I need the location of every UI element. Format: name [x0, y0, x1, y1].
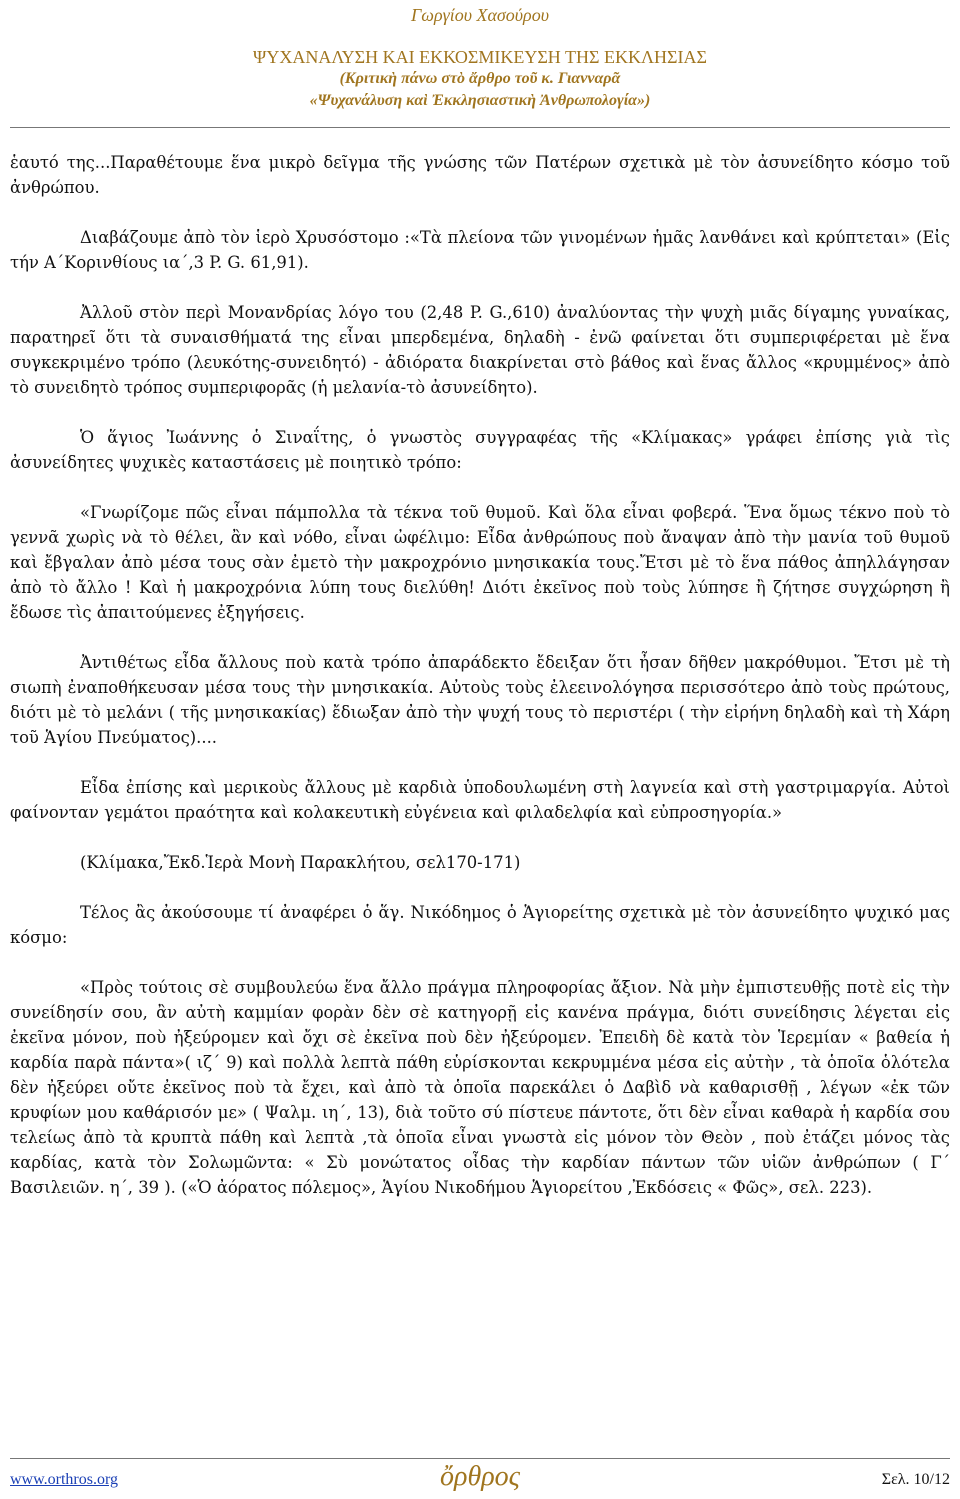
paragraph-quote-gluttony: Εἶδα ἐπίσης καὶ μερικοὺς ἄλλους μὲ καρδιὰ ὑποδουλωμένη στὴ λαγνεία καὶ στὴ γαστριμαργία. Αὐτοὶ φαίνονταν γεμάτοι πραότητα καὶ κολακευτικὴ εὐγένεια καὶ φιλαδελφία καὶ εὐπροσηγορία.» — [10, 778, 950, 822]
footer-website-link[interactable]: www.orthros.org — [10, 1471, 118, 1488]
header-subtitle-2: «Ψυχανάλυση καὶ Ἐκκλησιαστικὴ Ἀνθρωπολογία») — [309, 92, 651, 109]
header-title: ΨΥΧΑΝΑΛΥΣΗ ΚΑΙ ΕΚΚΟΣΜΙΚΕΥΣΗ ΤΗΣ ΕΚΚΛΗΣΙΑΣ — [253, 47, 707, 67]
header-author: Γωργίου Χασούρου — [411, 5, 549, 25]
paragraph-monandria: Ἀλλοῦ στὸν περὶ Μονανδρίας λόγο του (2,48 P. G.,610) ἀναλύοντας τὴν ψυχὴ μιᾶς δίγαμης γυναίκας, παρατηρεῖ ὅτι τὰ συναισθήματά της εἶναι μπερδεμένα, δηλαδὴ - ἐνῶ φαίνεται ὅτι συμπεριφέρεται μὲ ἕνα συγκεκριμένο τρόπο (λευκότης-συνειδητό) - ἀδιόρατα διακρίνεται στὸ βάθος καὶ ἕνας ἄλλος «κρυμμένος» ἀπὸ τὸ συνειδητὸ τρόπος συμπεριφορᾶς (ἡ μελανία-τὸ ἀσυνείδητο). — [10, 303, 950, 397]
paragraph-continuation: ἑαυτό της...Παραθέτουμε ἕνα μικρὸ δεῖγμα τῆς γνώσης τῶν Πατέρων σχετικὰ μὲ τὸν ἀσυνείδητο κόσμο τοῦ ἀνθρώπου. — [10, 153, 950, 197]
paragraph-quote-anger: «Γνωρίζομε πῶς εἶναι πάμπολλα τὰ τέκνα τοῦ θυμοῦ. Καὶ ὅλα εἶναι φοβερά. Ἕνα ὅμως τέκνο ποὺ τὸ γεννᾶ χωρὶς νὰ τὸ θέλει, ἂν καὶ νόθο, εἶναι ὠφέλιμο: Εἶδα ἀνθρώπους ποὺ ἄναψαν ἀπὸ τὴν μανία τοῦ θυμοῦ καὶ ἔβγαλαν ἀπὸ μέσα τους σὰν ἐμετὸ τὴν μακροχρόνιο μνησικακία τους.Ἔτσι μὲ τὸ ἕνα πάθος ἀπηλλάγησαν ἀπὸ τὸ ἄλλο ! Καὶ ἡ μακροχρόνια λύπη τους διελύθη! Διότι ἐκεῖνος ποὺ τοὺς λύπησε ἢ ζήτησε συγχώρηση ἢ ἔδωσε τὶς ἀπαιτούμενες ἐξηγήσεις. — [10, 503, 950, 622]
document-body — [10, 150, 950, 1200]
paragraph-nikodemos-intro: Τέλος ἂς ἀκούσουμε τί ἀναφέρει ὁ ἅγ. Νικόδημος ὁ Ἁγιορείτης σχετικὰ μὲ τὸν ἀσυνείδητο ψυχικό μας κόσμο: — [10, 903, 950, 947]
page-number: Σελ. 10/12 — [881, 1471, 950, 1488]
header-divider — [10, 127, 950, 128]
paragraph-quote-silence: Ἀντιθέτως εἶδα ἄλλους ποὺ κατὰ τρόπο ἀπαράδεκτο ἔδειξαν ὅτι ἦσαν δῆθεν μακρόθυμοι. Ἔτσι μὲ τὴ σιωπὴ ἐναποθήκευσαν μέσα τους τὴν μνησικακία. Αὐτοὺς τοὺς ἐλεεινολόγησα περισσότερο ἀπὸ τοὺς πρώτους, διότι μὲ τὸ μελάνι ( τῆς μνησικακίας) ἔδιωξαν ἀπὸ τὴν ψυχή τους τὸ περιστέρι ( τὴν εἰρήνη δηλαδὴ καὶ τὴ Χάρη τοῦ Ἁγίου Πνεύματος).... — [10, 653, 950, 747]
footer-divider — [10, 1458, 950, 1459]
paragraph-nikodemos-quote: «Πρὸς τούτοις σὲ συμβουλεύω ἕνα ἄλλο πράγμα πληροφορίας ἄξιον. Νὰ μὴν ἐμπιστευθῇς ποτὲ εἰς τὴν συνείδησίν σου, ἂν αὐτὴ καμμίαν φορὰν δὲν σὲ κατηγορῇ εἰς κανένα πράγμα, διότι συνείδησις λέγεται εἰς ἐκεῖνα μόνον, ποὺ ἠξεύρομεν καὶ ὄχι σὲ ἐκεῖνα ποὺ δὲν ἠξεύρομεν. Ἐπειδὴ δὲ κατὰ τὸν Ἱερεμίαν « βαθεία ἡ καρδία παρὰ πάντα»( ιζ΄ 9) καὶ πολλὰ λεπτὰ πάθη εὑρίσκονται κεκρυμμένα μέσα εἰς αὐτὴν , τὰ ὁποῖα ὁλότελα δὲν ἠξεύρει οὔτε ἐκεῖνος ποὺ τὰ ἔχει, καὶ ἀπὸ τὰ ὁποῖα παρεκάλει ὁ Δαβὶδ νὰ καθαρισθῇ , λέγων «ἐκ τῶν κρυφίων μου καθάρισόν με» ( Ψαλμ. ιη΄, 13), διὰ τοῦτο σύ πίστευε πάντοτε, ὅτι δὲν εἶναι καθαρὰ ἡ καρδία σου τελείως ἀπὸ τὰ κρυπτὰ πάθη καὶ λεπτὰ ,τὰ ὁποῖα εἶναι γνωστὰ εἰς μόνον τὸν Θεὸν , ποὺ ἐτάζει μόνος τὰς καρδίας, κατὰ τὸν Σολωμῶντα: « Σὺ μονώτατος οἶδας τὴν καρδίαν πάντων τῶν υἱῶν ἀνθρώπων ( Γ΄ Βασιλειῶν. η΄, 39 ). («Ὁ ἀόρατος πόλεμος», Ἁγίου Νικοδήμου Ἁγιορείτου ,Ἐκδόσεις « Φῶς», σελ. 223). — [10, 978, 950, 1197]
paragraph-chrysostom: Διαβάζουμε ἀπὸ τὸν ἱερὸ Χρυσόστομο :«Τὰ πλείονα τῶν γινομένων ἡμᾶς λανθάνει καὶ κρύπτεται» (Εἰς τήν Α΄Κορινθίους ια΄,3 P. G. 61,91). — [10, 228, 950, 272]
header-subtitle: (Κριτικὴ πάνω στὸ ἄρθρο τοῦ κ. Γιανναρᾶ — [339, 70, 621, 87]
footer-brand-logo: ὄρθρος — [440, 1461, 520, 1492]
page-header — [0, 4, 960, 112]
paragraph-sinaite-intro: Ὁ ἅγιος Ἰωάννης ὁ Σιναΐτης, ὁ γνωστὸς συγγραφέας τῆς «Κλίμακας» γράφει ἐπίσης γιὰ τὶς ἀσυνείδητες ψυχικὲς καταστάσεις μὲ ποιητικὸ τρόπο: — [10, 428, 950, 472]
page-footer — [10, 1461, 950, 1495]
paragraph-citation-klimax: (Κλίμακα,Ἔκδ.Ἱερὰ Μονὴ Παρακλήτου, σελ170-171) — [80, 853, 521, 872]
